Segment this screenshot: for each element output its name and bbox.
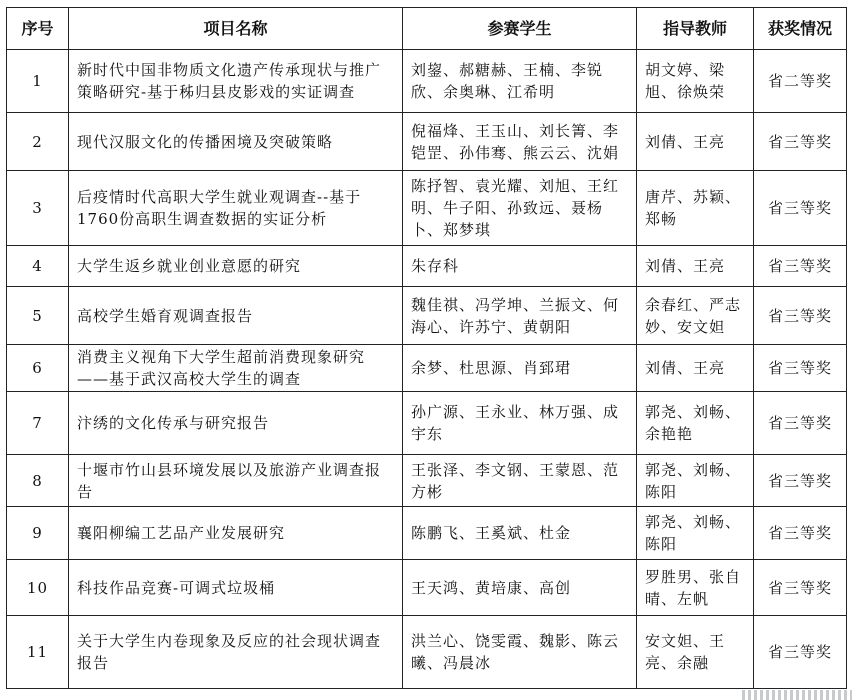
row-project: 科技作品竞赛-可调式垃圾桶 bbox=[69, 560, 403, 616]
row-advisors: 刘倩、王亮 bbox=[637, 246, 754, 287]
header-advisors: 指导教师 bbox=[637, 8, 754, 50]
row-award: 省三等奖 bbox=[754, 113, 847, 171]
row-award: 省三等奖 bbox=[754, 345, 847, 392]
table-row bbox=[7, 345, 847, 392]
awards-table bbox=[6, 7, 847, 689]
header-row bbox=[7, 8, 847, 50]
row-students: 王天鸿、黄培康、高创 bbox=[403, 560, 637, 616]
row-award: 省三等奖 bbox=[754, 287, 847, 345]
row-students: 倪福烽、王玉山、刘长箐、李铠罡、孙伟骞、熊云云、沈娟 bbox=[403, 113, 637, 171]
row-project: 大学生返乡就业创业意愿的研究 bbox=[69, 246, 403, 287]
row-project: 新时代中国非物质文化遗产传承现状与推广策略研究-基于秭归县皮影戏的实证调查 bbox=[69, 50, 403, 113]
row-award: 省三等奖 bbox=[754, 560, 847, 616]
row-index: 8 bbox=[7, 455, 69, 507]
header-index: 序号 bbox=[7, 8, 69, 50]
row-project: 关于大学生内卷现象及反应的社会现状调查报告 bbox=[69, 616, 403, 689]
row-award: 省三等奖 bbox=[754, 171, 847, 246]
row-students: 孙广源、王永业、林万强、成宇东 bbox=[403, 392, 637, 455]
row-project: 襄阳柳编工艺品产业发展研究 bbox=[69, 507, 403, 560]
row-students: 魏佳祺、冯学坤、兰振文、何海心、许苏宁、黄朝阳 bbox=[403, 287, 637, 345]
row-award: 省三等奖 bbox=[754, 455, 847, 507]
row-index: 7 bbox=[7, 392, 69, 455]
table-row bbox=[7, 455, 847, 507]
row-advisors: 郭尧、刘畅、陈阳 bbox=[637, 455, 754, 507]
row-advisors: 刘倩、王亮 bbox=[637, 345, 754, 392]
row-advisors: 胡文婷、梁旭、徐焕荣 bbox=[637, 50, 754, 113]
row-index: 10 bbox=[7, 560, 69, 616]
row-project: 十堰市竹山县环境发展以及旅游产业调查报告 bbox=[69, 455, 403, 507]
row-project: 消费主义视角下大学生超前消费现象研究——基于武汉高校大学生的调查 bbox=[69, 345, 403, 392]
row-index: 5 bbox=[7, 287, 69, 345]
table-row bbox=[7, 50, 847, 113]
table-row bbox=[7, 171, 847, 246]
header-students: 参赛学生 bbox=[403, 8, 637, 50]
row-index: 2 bbox=[7, 113, 69, 171]
table-row bbox=[7, 246, 847, 287]
header-award: 获奖情况 bbox=[754, 8, 847, 50]
row-advisors: 郭尧、刘畅、陈阳 bbox=[637, 507, 754, 560]
row-index: 11 bbox=[7, 616, 69, 689]
row-students: 刘鋆、郝糖赫、王楠、李锐欣、余奥琳、江希明 bbox=[403, 50, 637, 113]
row-award: 省二等奖 bbox=[754, 50, 847, 113]
row-students: 陈鹏飞、王奚斌、杜金 bbox=[403, 507, 637, 560]
row-index: 4 bbox=[7, 246, 69, 287]
row-award: 省三等奖 bbox=[754, 507, 847, 560]
row-students: 王张泽、李文钢、王蒙恩、范方彬 bbox=[403, 455, 637, 507]
table-row bbox=[7, 507, 847, 560]
row-students: 陈抒智、袁光耀、刘旭、王红明、牛子阳、孙致远、聂杨卜、郑梦琪 bbox=[403, 171, 637, 246]
row-index: 9 bbox=[7, 507, 69, 560]
row-students: 洪兰心、饶雯霞、魏影、陈云曦、冯晨冰 bbox=[403, 616, 637, 689]
table-row bbox=[7, 287, 847, 345]
row-index: 6 bbox=[7, 345, 69, 392]
row-award: 省三等奖 bbox=[754, 392, 847, 455]
table-row bbox=[7, 616, 847, 689]
header-project: 项目名称 bbox=[69, 8, 403, 50]
row-project: 高校学生婚育观调查报告 bbox=[69, 287, 403, 345]
table-row bbox=[7, 392, 847, 455]
row-project: 后疫情时代高职大学生就业观调查--基于1760份高职生调查数据的实证分析 bbox=[69, 171, 403, 246]
row-advisors: 安文妲、王亮、余融 bbox=[637, 616, 754, 689]
row-advisors: 唐芹、苏颖、郑畅 bbox=[637, 171, 754, 246]
table-row bbox=[7, 113, 847, 171]
row-project: 汴绣的文化传承与研究报告 bbox=[69, 392, 403, 455]
row-advisors: 刘倩、王亮 bbox=[637, 113, 754, 171]
row-index: 3 bbox=[7, 171, 69, 246]
row-index: 1 bbox=[7, 50, 69, 113]
row-advisors: 罗胜男、张自晴、左帆 bbox=[637, 560, 754, 616]
table-row bbox=[7, 560, 847, 616]
row-students: 余梦、杜思源、肖郅珺 bbox=[403, 345, 637, 392]
row-students: 朱存科 bbox=[403, 246, 637, 287]
row-award: 省三等奖 bbox=[754, 616, 847, 689]
watermark-strip bbox=[742, 690, 852, 700]
row-advisors: 余春红、严志妙、安文妲 bbox=[637, 287, 754, 345]
row-advisors: 郭尧、刘畅、余艳艳 bbox=[637, 392, 754, 455]
row-project: 现代汉服文化的传播困境及突破策略 bbox=[69, 113, 403, 171]
row-award: 省三等奖 bbox=[754, 246, 847, 287]
